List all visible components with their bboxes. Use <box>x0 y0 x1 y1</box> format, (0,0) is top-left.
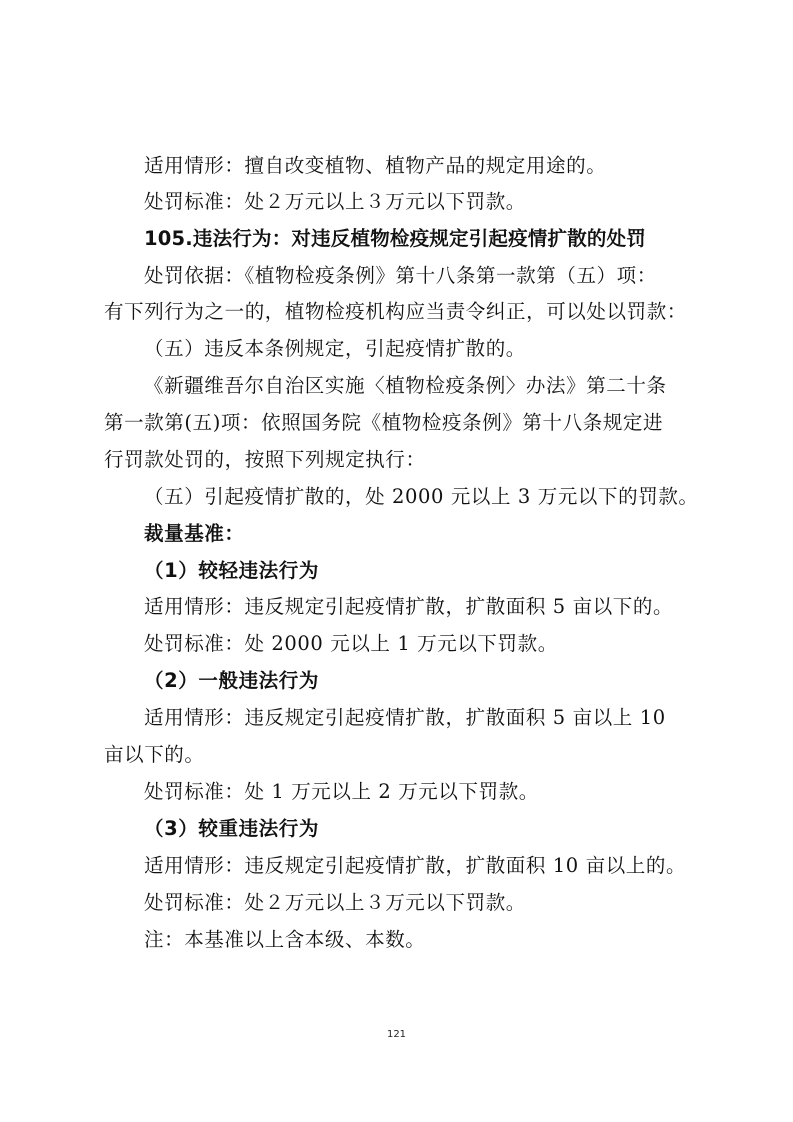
minor-applicable-situation: 适用情形：违反规定引起疫情扩散，扩散面积 5 亩以下的。 <box>144 595 674 618</box>
discretion-standard-heading: 裁量基准： <box>144 522 245 545</box>
section-heading-105: 105.违法行为：对违反植物检疫规定引起疫情扩散的处罚 <box>144 227 647 250</box>
clause-five: （五）违反本条例规定，引起疫情扩散的。 <box>144 337 526 360</box>
penalty-basis-continued: 有下列行为之一的，植物检疫机构应当责令纠正，可以处以罚款： <box>104 300 687 323</box>
serious-penalty-standard: 处罚标准：处２万元以上３万元以下罚款。 <box>144 891 526 914</box>
minor-violation-heading: （1）较轻违法行为 <box>144 559 319 582</box>
penalty-basis: 处罚依据：《植物检疫条例》第十八条第一款第（五）项： <box>144 264 657 287</box>
general-applicable-situation-continued: 亩以下的。 <box>104 743 205 766</box>
xinjiang-clause-five: （五）引起疫情扩散的，处 2000 元以上 3 万元以下的罚款。 <box>144 485 699 508</box>
applicable-situation-previous: 适用情形：擅自改变植物、植物产品的规定用途的。 <box>144 154 607 177</box>
serious-violation-heading: （3）较重违法行为 <box>144 817 319 840</box>
general-applicable-situation: 适用情形：违反规定引起疫情扩散，扩散面积 5 亩以上 10 <box>144 706 666 729</box>
penalty-standard-previous: 处罚标准：处２万元以上３万元以下罚款。 <box>144 190 526 213</box>
minor-penalty-standard: 处罚标准：处 2000 元以上 1 万元以下罚款。 <box>144 632 558 655</box>
page-number: 121 <box>386 1029 407 1040</box>
note: 注：本基准以上含本级、本数。 <box>144 928 426 951</box>
xinjiang-regulation-continued-2: 行罚款处罚的，按照下列规定执行： <box>104 448 426 471</box>
general-violation-heading: （2）一般违法行为 <box>144 669 319 692</box>
general-penalty-standard: 处罚标准：处 1 万元以上 2 万元以下罚款。 <box>144 780 539 803</box>
serious-applicable-situation: 适用情形：违反规定引起疫情扩散，扩散面积 10 亩以上的。 <box>144 854 687 877</box>
xinjiang-regulation-continued-1: 第一款第(五)项：依照国务院《植物检疫条例》第十八条规定进 <box>104 411 664 434</box>
xinjiang-regulation: 《新疆维吾尔自治区实施〈植物检疫条例〉办法》第二十条 <box>144 374 667 397</box>
